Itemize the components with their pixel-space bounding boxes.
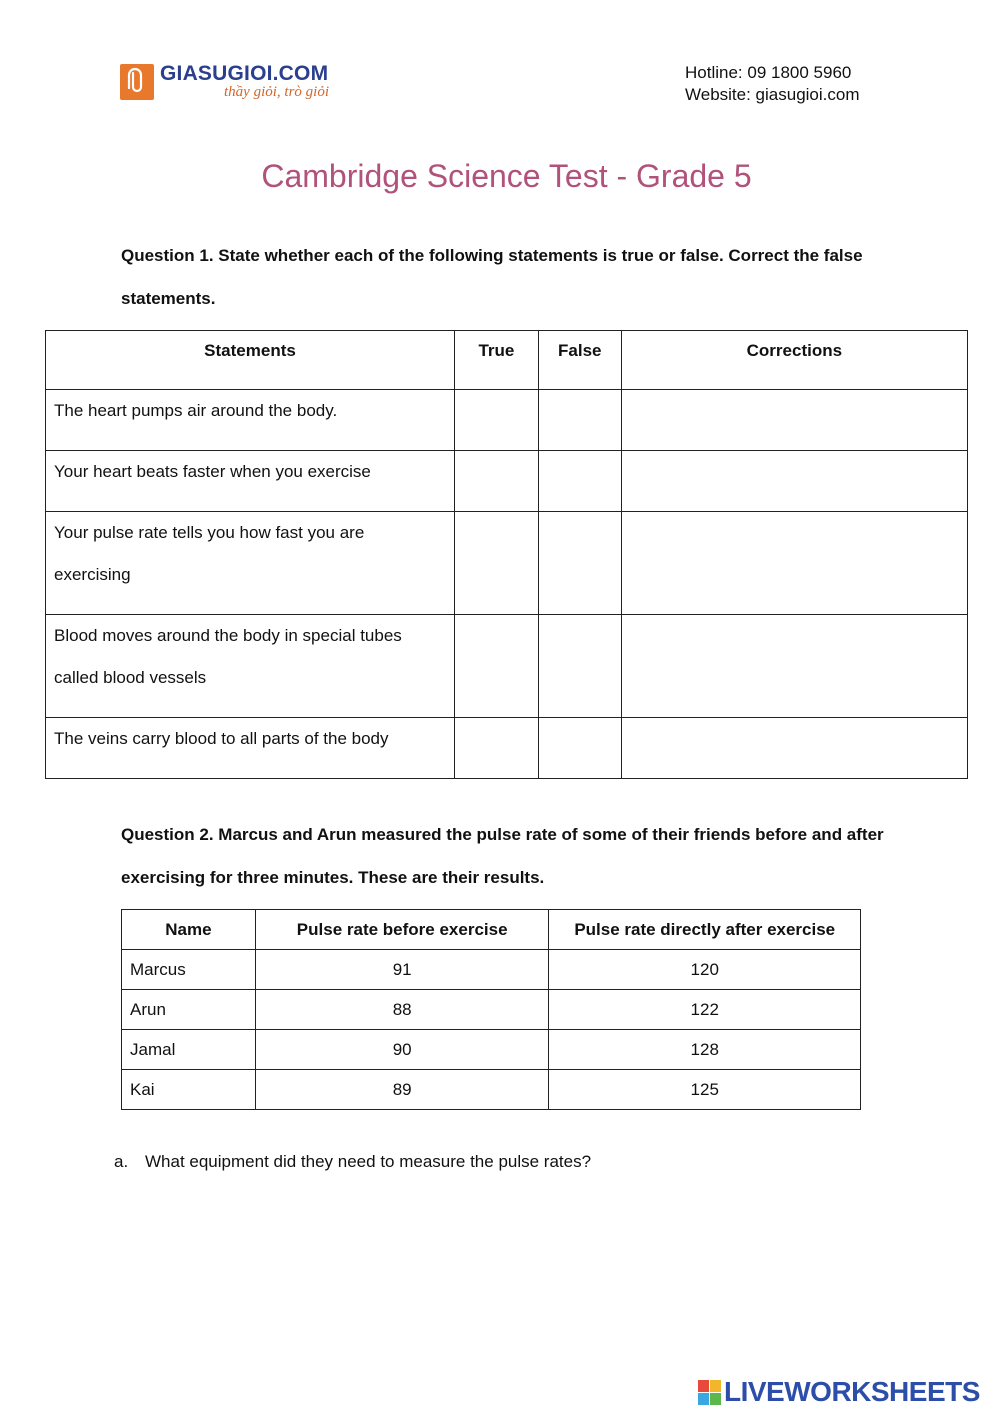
true-answer-cell[interactable] xyxy=(454,718,538,779)
header-corrections: Corrections xyxy=(621,331,967,390)
hotline: Hotline: 09 1800 5960 xyxy=(685,63,852,82)
true-answer-cell[interactable] xyxy=(454,512,538,615)
correction-cell[interactable] xyxy=(621,451,967,512)
before-cell: 89 xyxy=(255,1070,549,1110)
true-false-table xyxy=(45,330,968,779)
table-row xyxy=(46,390,968,451)
question-2-text: Question 2. Marcus and Arun measured the pulse rate of some of their friends before and after exercising for three minutes. These are their results. xyxy=(121,825,884,887)
true-answer-cell[interactable] xyxy=(454,451,538,512)
sub-question-label: a. xyxy=(114,1152,129,1171)
question-1-text: Question 1. State whether each of the following statements is true or false. Correct the false statements. xyxy=(121,246,863,308)
table-row xyxy=(122,1070,861,1110)
sub-question-a xyxy=(114,1152,591,1172)
statement-cell: Your pulse rate tells you how fast you are exercising xyxy=(46,512,455,615)
false-answer-cell[interactable] xyxy=(538,512,621,615)
table-row xyxy=(122,1030,861,1070)
after-cell: 120 xyxy=(549,950,861,990)
table-row xyxy=(46,718,968,779)
before-cell: 91 xyxy=(255,950,549,990)
statement-cell: Your heart beats faster when you exercise xyxy=(46,451,455,512)
after-cell: 128 xyxy=(549,1030,861,1070)
name-cell: Arun xyxy=(122,990,256,1030)
paperclip-logo-icon xyxy=(120,64,154,100)
before-cell: 88 xyxy=(255,990,549,1030)
name-cell: Jamal xyxy=(122,1030,256,1070)
watermark-text: LIVEWORKSHEETS xyxy=(724,1376,980,1407)
header-statements: Statements xyxy=(46,331,455,390)
website: Website: giasugioi.com xyxy=(685,85,860,104)
true-answer-cell[interactable] xyxy=(454,615,538,718)
false-answer-cell[interactable] xyxy=(538,718,621,779)
correction-cell[interactable] xyxy=(621,512,967,615)
before-cell: 90 xyxy=(255,1030,549,1070)
header-after: Pulse rate directly after exercise xyxy=(549,910,861,950)
after-cell: 125 xyxy=(549,1070,861,1110)
header-name: Name xyxy=(122,910,256,950)
header-false: False xyxy=(538,331,621,390)
table-row xyxy=(46,512,968,615)
table-header-row xyxy=(122,910,861,950)
table-row xyxy=(46,451,968,512)
header-true: True xyxy=(454,331,538,390)
name-cell: Marcus xyxy=(122,950,256,990)
brand-name: GIASUGIOI.COM xyxy=(160,62,329,85)
table-row xyxy=(122,950,861,990)
after-cell: 122 xyxy=(549,990,861,1030)
page-title: Cambridge Science Test - Grade 5 xyxy=(261,158,752,194)
table-header-row xyxy=(46,331,968,390)
false-answer-cell[interactable] xyxy=(538,451,621,512)
statement-cell: Blood moves around the body in special tubes called blood vessels xyxy=(46,615,455,718)
false-answer-cell[interactable] xyxy=(538,615,621,718)
name-cell: Kai xyxy=(122,1070,256,1110)
brand-slogan: thầy giỏi, trò giỏi xyxy=(224,84,329,100)
site-logo xyxy=(120,62,350,106)
pulse-rate-table xyxy=(121,909,861,1110)
statement-cell: The veins carry blood to all parts of the body xyxy=(46,718,455,779)
header-before: Pulse rate before exercise xyxy=(255,910,549,950)
statement-cell: The heart pumps air around the body. xyxy=(46,390,455,451)
sub-question-text: What equipment did they need to measure the pulse rates? xyxy=(145,1152,592,1171)
table-row xyxy=(46,615,968,718)
correction-cell[interactable] xyxy=(621,615,967,718)
false-answer-cell[interactable] xyxy=(538,390,621,451)
contact-info xyxy=(685,62,860,106)
table-row xyxy=(122,990,861,1030)
liveworksheets-logo-icon xyxy=(698,1380,722,1406)
true-answer-cell[interactable] xyxy=(454,390,538,451)
correction-cell[interactable] xyxy=(621,718,967,779)
correction-cell[interactable] xyxy=(621,390,967,451)
